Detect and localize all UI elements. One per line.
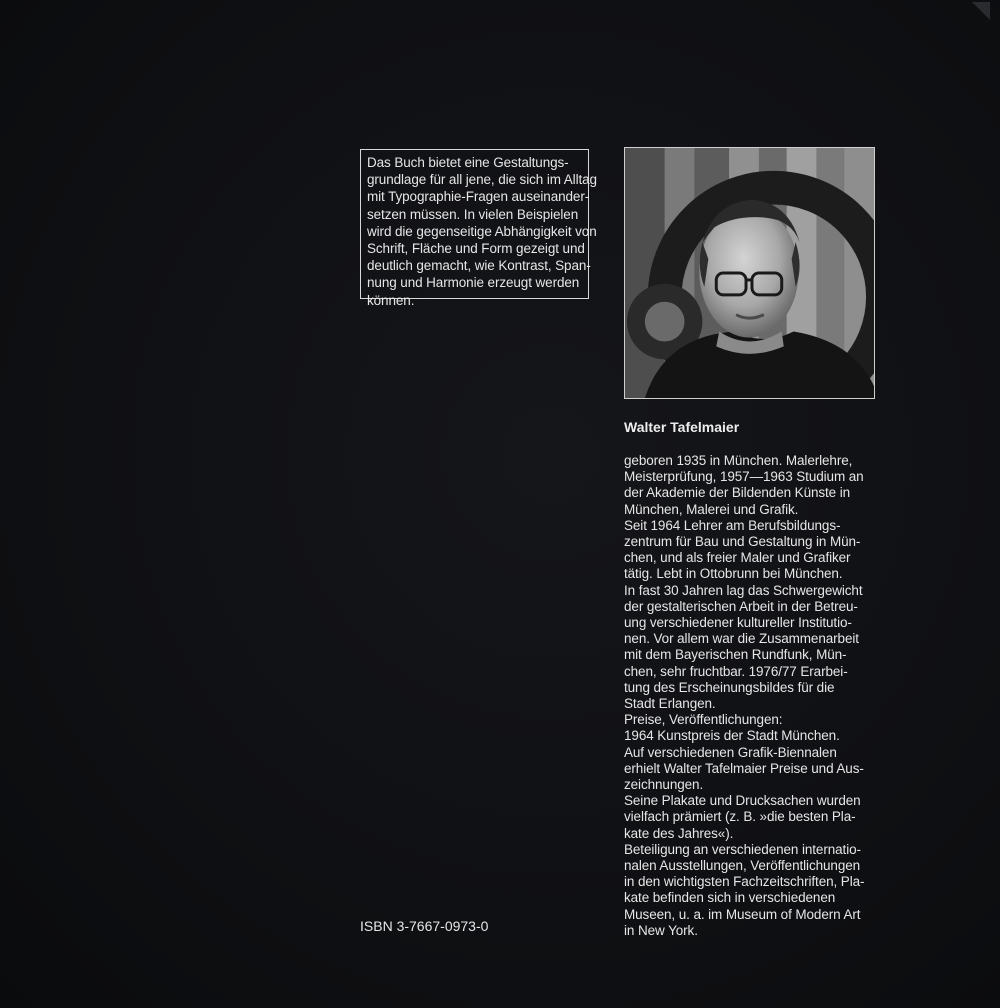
isbn-number: ISBN 3-7667-0973-0 (360, 918, 489, 934)
author-portrait-photo (624, 147, 875, 399)
blurb-line: Schrift, Fläche und Form gezeigt und (367, 241, 585, 257)
blurb-line: setzen müssen. In vielen Beispielen (367, 206, 579, 222)
bio-line: mit dem Bayerischen Rundfunk, Mün- (624, 647, 847, 663)
corner-wear-mark (972, 2, 990, 20)
bio-line: München, Malerei und Grafik. (624, 501, 799, 517)
bio-line: Seine Plakate und Drucksachen wurden (624, 793, 861, 809)
author-name: Walter Tafelmaier (624, 419, 740, 435)
bio-line: tung des Erscheinungsbildes für die (624, 679, 835, 695)
blurb-line: Das Buch bietet eine Gestaltungs- (367, 155, 569, 170)
blurb-line: grundlage für all jene, die sich im Alltag (367, 172, 597, 188)
bio-line: der gestalterischen Arbeit in der Betreu- (624, 598, 858, 614)
bio-line: Auf verschiedenen Grafik-Biennalen (624, 744, 837, 760)
blurb-line: mit Typographie-Fragen auseinander- (367, 189, 590, 205)
bio-line: zentrum für Bau und Gestaltung in Mün- (624, 534, 861, 550)
blurb-line: nung und Harmonie erzeugt werden (367, 275, 580, 291)
bio-line: in den wichtigsten Fachzeitschriften, Pla- (624, 874, 865, 890)
bio-line: chen, und als freier Maler und Grafiker (624, 550, 851, 566)
bio-line: nen. Vor allem war die Zusammenarbeit (624, 631, 859, 647)
bio-line: tätig. Lebt in Ottobrunn bei München. (624, 566, 843, 582)
portrait-image (625, 148, 874, 398)
blurb-box (360, 149, 597, 308)
bio-line: chen, sehr fruchtbar. 1976/77 Erarbei- (624, 663, 848, 679)
bio-line: In fast 30 Jahren lag das Schwergewicht (624, 582, 863, 598)
author-biography (624, 453, 864, 939)
bio-line: in New York. (624, 922, 698, 938)
bio-line: Museen, u. a. im Museum of Modern Art (624, 906, 861, 922)
bio-line: kate befinden sich in verschiedenen (624, 890, 836, 906)
bio-line: Meisterprüfung, 1957—1963 Studium an (624, 469, 864, 485)
bio-line: geboren 1935 in München. Malerlehre, (624, 453, 853, 468)
bio-line: Preise, Veröffentlichungen: (624, 712, 783, 728)
bio-line: kate des Jahres«). (624, 825, 734, 841)
bio-line: Seit 1964 Lehrer am Berufsbildungs- (624, 517, 841, 533)
bio-line: erhielt Walter Tafelmaier Preise und Aus- (624, 760, 864, 776)
bio-line: zeichnungen. (624, 777, 704, 793)
blurb-line: können. (367, 292, 415, 308)
bio-line: vielfach prämiert (z. B. »die besten Pla- (624, 809, 856, 825)
bio-line: Beteiligung an verschiedenen internatio- (624, 841, 861, 857)
bio-line: Stadt Erlangen. (624, 696, 716, 712)
bio-line: nalen Ausstellungen, Veröffentlichungen (624, 858, 861, 874)
blurb-line: deutlich gemacht, wie Kontrast, Span- (367, 258, 591, 274)
bio-line: der Akademie der Bildenden Künste in (624, 485, 851, 501)
bio-line: ung verschiedener kultureller Institutio- (624, 615, 852, 631)
bio-line: 1964 Kunstpreis der Stadt München. (624, 728, 840, 744)
blurb-line: wird die gegenseitige Abhängigkeit von (367, 223, 597, 239)
